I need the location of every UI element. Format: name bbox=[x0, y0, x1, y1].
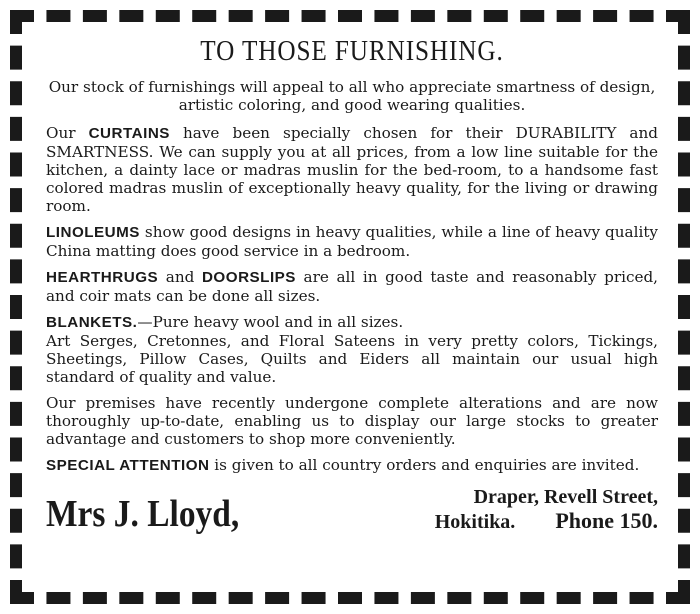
special-text: is given to all country orders and enquiries are invited. bbox=[209, 456, 640, 474]
proprietor-name: Mrs J. Lloyd, bbox=[46, 493, 240, 535]
curtains-pre: Our bbox=[46, 124, 89, 142]
blankets-text: —Pure heavy wool and in all sizes. bbox=[137, 313, 404, 331]
town-phone-line bbox=[435, 509, 658, 534]
special-keyword: SPECIAL ATTENTION bbox=[46, 457, 210, 474]
curtains-keyword: CURTAINS bbox=[88, 125, 170, 142]
special-paragraph bbox=[46, 456, 658, 475]
hearthrugs-paragraph bbox=[46, 268, 658, 305]
hearthrugs-keyword: HEARTHRUGS bbox=[46, 269, 159, 286]
hearthrugs-text: are all in good taste and reasonably priced, and coir mats can be done all sizes. bbox=[46, 268, 658, 305]
curtains-post: . We can supply you at all prices, from a low line suitable for the kitchen, a dainty lace or madras muslin for the bed-room, to a handsome fast colored madras muslin of exceptionally heavy quality, for the living or drawing room. bbox=[46, 143, 658, 215]
smartness-keyword: SMARTNESS bbox=[46, 143, 149, 161]
curtains-paragraph bbox=[46, 124, 658, 215]
doorslips-keyword: DOORSLIPS bbox=[201, 269, 296, 286]
blankets-keyword: BLANKETS. bbox=[46, 314, 138, 331]
town: Hokitika. bbox=[434, 511, 516, 533]
fabrics-text: Art Serges, Cretonnes, and Floral Sateens in very pretty colors, Tickings, Sheetings, Pillow Cases, Quilts and Eiders all maintain our usual high standard of quality and value. bbox=[46, 332, 658, 386]
intro-paragraph: Our stock of furnishings will appeal to all who appreciate smartness of design, artistic coloring, and good wearing qualities. bbox=[48, 78, 656, 114]
curtains-mid: have been specially chosen for their DURABILITY and bbox=[169, 124, 658, 142]
signature-block bbox=[46, 485, 658, 534]
premises-paragraph: Our premises have recently undergone complete alterations and are now thoroughly up-to-date, enabling us to display our large stocks to greater advantage and customers to shop more conveniently. bbox=[46, 394, 658, 448]
linoleums-text: show good designs in heavy qualities, while a line of heavy quality China matting does good service in a bedroom. bbox=[46, 223, 658, 260]
blankets-paragraph bbox=[46, 313, 658, 386]
address-block bbox=[435, 485, 658, 534]
ad-title: TO THOSE FURNISHING. bbox=[200, 36, 504, 67]
hearthrugs-mid: and bbox=[158, 268, 202, 286]
address-line: Draper, Revell Street, bbox=[473, 486, 658, 508]
linoleums-keyword: LINOLEUMS bbox=[46, 224, 140, 241]
advertisement bbox=[28, 28, 672, 586]
phone: Phone 150. bbox=[555, 508, 658, 533]
linoleums-paragraph bbox=[46, 223, 658, 260]
